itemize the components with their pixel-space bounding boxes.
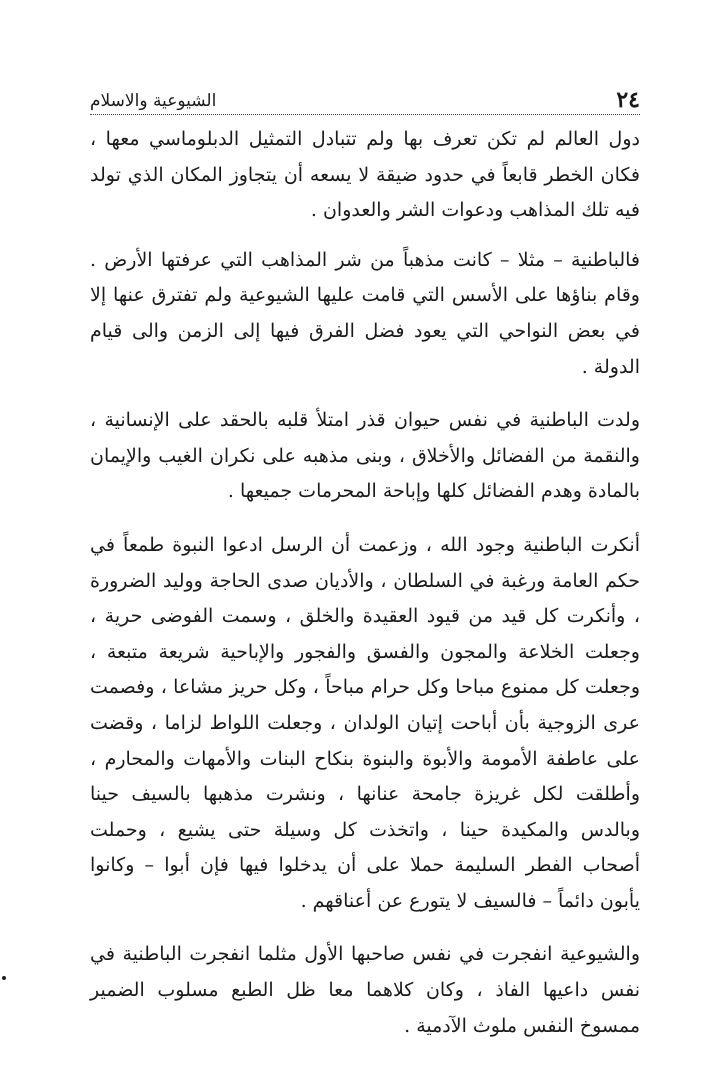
running-title: الشيوعية والاسلام [90, 88, 222, 114]
paragraph-3: ولدت الباطنية في نفس حيوان قذر امتلأ قلبه بالحقد على الإنسانية ، والنقمة من الفضائل والأخلاق ، وبنى مذهبه على نكران الغيب والإيمان بالمادة وهدم الفضائل كلها وإباحة المحرمات جميعها . [90, 409, 640, 503]
body-text [90, 122, 640, 1062]
paragraph-4: أنكرت الباطنية وجود الله ، وزعمت أن الرسل ادعوا النبوة طمعاً في حكم العامة ورغبة في السلطان ، والأديان صدى الحاجة ووليد الضرورة ، وأنكرت كل قيد من قيود العقيدة والخلق ، وسمت الفوضى حرية ، وجعلت الخلاعة والمجون والفسق والفجور والإباحية شريعة متبعة ، وجعلت كل ممنوع مباحا وكل حرام مباحاً ، وكل حريز مشاعا ، وفصمت عرى الزوجية بأن أباحت إتيان الولدان ، وجعلت اللواط لزاما ، وقضت على عاطفة الأمومة والأبوة والبنوة بنكاح البنات والأمهات والمحارم ، وأطلقت لكل غريزة جامحة عنانها ، ونشرت مذهبها بالسيف حينا وبالدس والمكيدة حينا ، واتخذت كل وسيلة حتى يشيع ، وحملت أصحاب الفطر السليمة حملا على أن يدخلوا فيها فإن أبوا – وكانوا يأبون دائماً – فالسيف لا يتورع عن أعناقهم . [90, 533, 640, 912]
page-header [90, 86, 640, 115]
margin-mark [2, 976, 6, 980]
page-number: ٢٤ [616, 87, 640, 113]
paragraph-1: دول العالم لم تكن تعرف بها ولم تتبادل التمثيل الدبلوماسي معها ، فكان الخطر قابعاً في حدود ضيقة لا يسعه أن يتجاوز المكان الذي تولد فيه تلك المذاهب ودعوات الشر والعدوان . [90, 128, 640, 222]
paragraph-5: والشيوعية انفجرت في نفس صاحبها الأول مثلما انفجرت الباطنية في نفس داعيها الفاذ ، وكان كلاهما معا ظل الطبع مسلوب الضمير ممسوخ النفس ملوث الآدمية . [90, 943, 640, 1037]
paragraph-2: فالباطنية – مثلا – كانت مذهباً من شر المذاهب التي عرفتها الأرض . وقام بناؤها على الأسس التي قامت عليها الشيوعية ولم تفترق عنها إلا في بعض النواحي التي يعود فضل الفرق فيها إلى الزمن والى قيام الدولة . [90, 248, 640, 378]
